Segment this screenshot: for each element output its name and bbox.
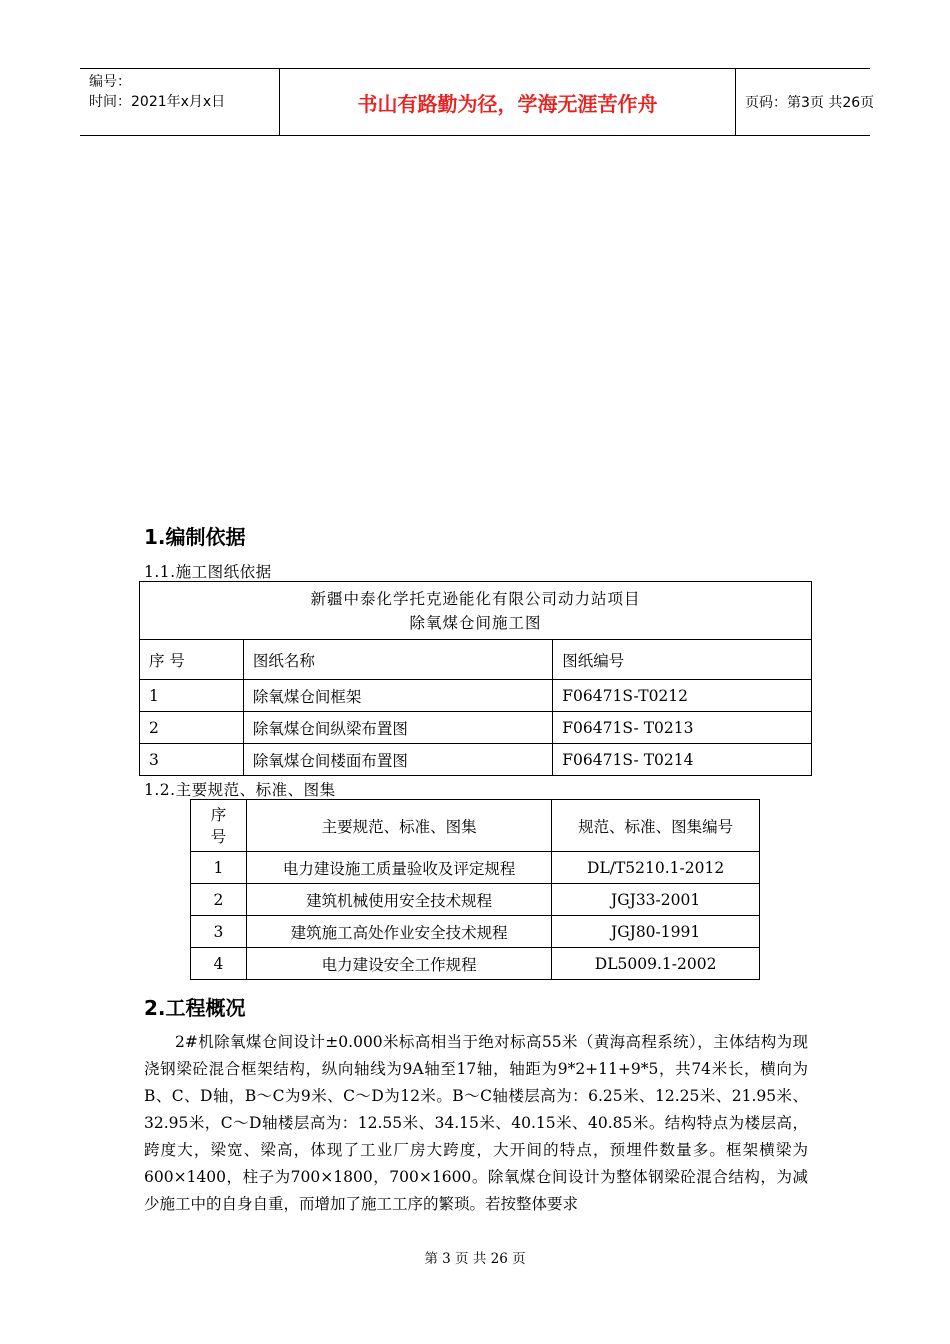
section-title-2: 2.工程概况: [144, 996, 246, 1020]
table-cell: 3: [191, 916, 247, 948]
table-cell: 4: [191, 948, 247, 980]
header-cell: 序号: [191, 800, 247, 852]
table-cell: DL5009.1-2002: [552, 948, 760, 980]
table-cell: 电力建设安全工作规程: [246, 948, 551, 980]
table-header-row: [191, 800, 760, 852]
table-cell: 除氧煤仓间纵梁布置图: [243, 712, 552, 744]
header-number-label: 编号：: [89, 74, 131, 90]
table-cell: F06471S- T0213: [553, 712, 812, 744]
table-cell: 建筑机械使用安全技术规程: [246, 884, 551, 916]
caption-line-2: 除氧煤仓间施工图: [409, 613, 542, 632]
header-page-info: 页码：第3页 共26页: [745, 95, 875, 111]
table-cell: 1: [191, 852, 247, 884]
drawings-table-caption: [140, 582, 812, 640]
table-row: [191, 852, 760, 884]
header-cell: 序 号: [140, 640, 244, 680]
table-cell: DL/T5210.1-2012: [552, 852, 760, 884]
standards-table: [190, 799, 760, 980]
overview-paragraph: [144, 1029, 808, 1218]
table-cell: 建筑施工高处作业安全技术规程: [246, 916, 551, 948]
paragraph-text: 2#机除氧煤仓间设计±0.000米标高相当于绝对标高55米（黄海高程系统），主体结构为现浇钢梁砼混合框架结构，纵向轴线为9A轴至17轴，轴距为9*2+11+9*5，共74米长，横向为B、C、D轴，B～C为9米、C～D为12米。B～C轴楼层高为：6.25米、12.25米、21.95米、32.95米，C～D轴楼层高为：12.55米、34.15米、40.15米、40.85米。结构特点为楼层高，跨度大，梁宽、梁高，体现了工业厂房大跨度，大开间的特点，预埋件数量多。框架横梁为600×1400，柱子为700×1800，700×1600。除氧煤仓间设计为整体钢梁砼混合结构，为减少施工中的自身自重，而增加了施工工序的繁琐。若按整体要求: [144, 1033, 808, 1213]
table-cell: F06471S-T0212: [553, 680, 812, 712]
table-row: [140, 680, 812, 712]
header-cell: 图纸名称: [243, 640, 552, 680]
table-cell: 除氧煤仓间楼面布置图: [243, 744, 552, 776]
table-cell: 1: [140, 680, 244, 712]
table-row: [191, 948, 760, 980]
table-cell: JGJ33-2001: [552, 884, 760, 916]
table-row: [140, 744, 812, 776]
table-row: [191, 916, 760, 948]
section-title-1: 1.编制依据: [144, 525, 246, 549]
table-row: [140, 712, 812, 744]
header-cell: 主要规范、标准、图集: [246, 800, 551, 852]
drawings-table: [139, 581, 812, 776]
header-motto: 书山有路勤为径，学海无涯苦作舟: [280, 69, 736, 135]
header-cell: 规范、标准、图集编号: [552, 800, 760, 852]
table-cell: 电力建设施工质量验收及评定规程: [246, 852, 551, 884]
table-cell: 2: [191, 884, 247, 916]
table-row: [191, 884, 760, 916]
header-time-label: 时间：2021年x月x日: [89, 94, 226, 110]
subsection-title-1-2: 1.2.主要规范、标准、图集: [144, 781, 336, 799]
table-cell: JGJ80-1991: [552, 916, 760, 948]
table-cell: F06471S- T0214: [553, 744, 812, 776]
page-footer: 第 3 页 共 26 页: [424, 1251, 526, 1267]
header-cell: 图纸编号: [553, 640, 812, 680]
caption-line-1: 新疆中泰化学托克逊能化有限公司动力站项目: [310, 589, 641, 608]
table-cell: 3: [140, 744, 244, 776]
table-cell: 除氧煤仓间框架: [243, 680, 552, 712]
header-meta: [80, 69, 280, 135]
table-cell: 2: [140, 712, 244, 744]
subsection-title-1-1: 1.1.施工图纸依据: [144, 563, 272, 581]
table-header-row: [140, 640, 812, 680]
page-header: [80, 68, 875, 136]
